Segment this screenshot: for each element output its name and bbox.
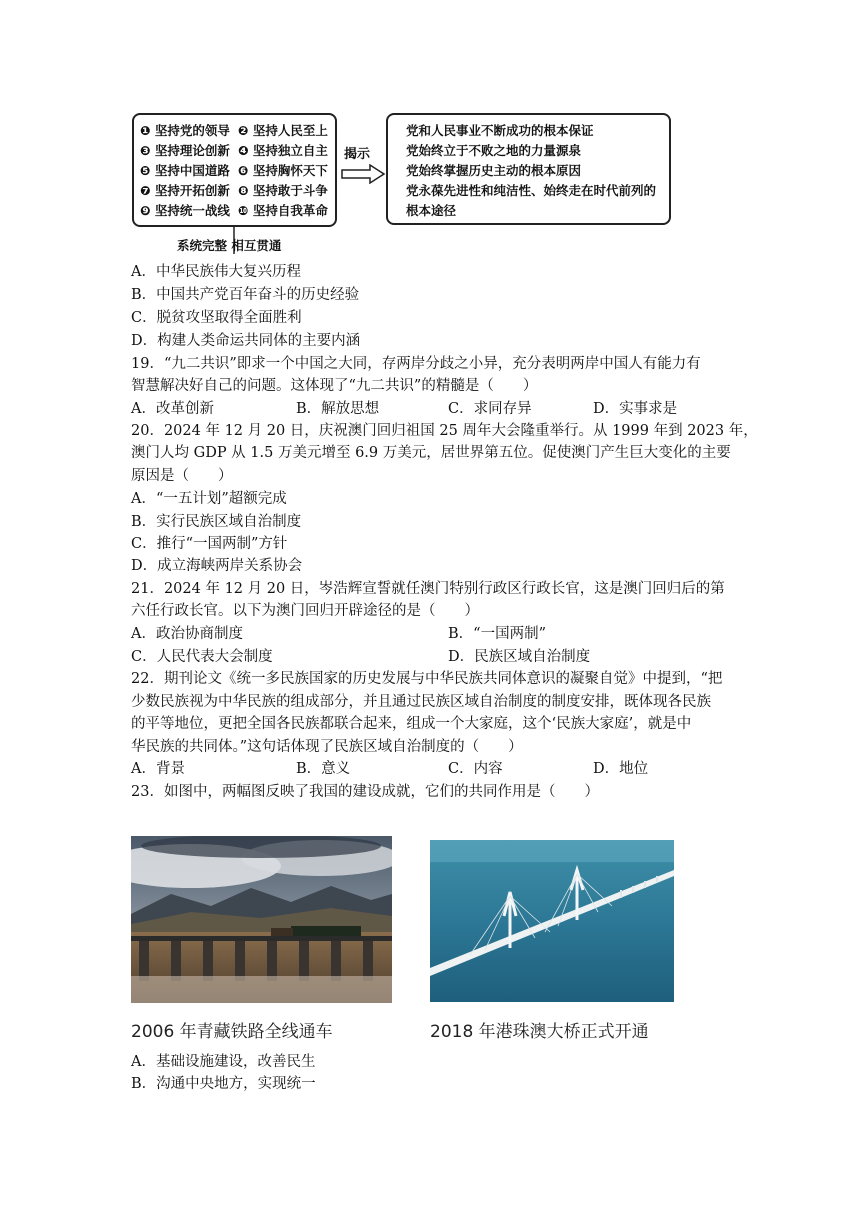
q22-option-d[interactable]: D．地位 <box>593 761 649 777</box>
q18-option-d[interactable]: D．构建人类命运共同体的主要内涵 <box>131 333 361 349</box>
q21-option-b[interactable]: B．“一国两制” <box>448 626 546 642</box>
q19-option-c[interactable]: C．求同存异 <box>448 401 532 417</box>
principle-9: ❾ 坚持统一战线 <box>140 203 230 218</box>
principle-3: ❸ 坚持理论创新 <box>140 143 230 158</box>
q22-option-b[interactable]: B．意义 <box>296 761 351 777</box>
principle-2: ❷ 坚持人民至上 <box>238 123 328 138</box>
q23-option-b[interactable]: B．沟通中央地方，实现统一 <box>131 1076 316 1092</box>
principle-7: ❼ 坚持开拓创新 <box>140 183 230 198</box>
bridge-caption: 2018 年港珠澳大桥正式开通 <box>430 1022 649 1042</box>
q20-stem-2: 澳门人均 GDP 从 1.5 万美元增至 6.9 万美元，居世界第五位。促使澳门产生巨大变化的主要 <box>131 445 731 461</box>
q22-stem-4: 华民族的共同体。”这句话体现了民族区域自治制度的（ ） <box>131 739 523 755</box>
bracket-label: 系统完整 相互贯通 <box>177 238 282 253</box>
q23-stem: 23．如图中，两幅图反映了我国的建设成就，它们的共同作用是（ ） <box>131 784 599 800</box>
q22-stem-2: 少数民族视为中华民族的组成部分，并且通过民族区域自治制度的制度安排，既体现各民族 <box>131 694 711 710</box>
qinghai-tibet-railway-photo <box>131 836 392 1003</box>
significance-box <box>386 113 671 225</box>
q20-option-b[interactable]: B．实行民族区域自治制度 <box>131 514 302 530</box>
significance-3: 党始终掌握历史主动的根本原因 <box>406 163 582 178</box>
q21-stem: 21．2024 年 12 月 20 日，岑浩辉宣誓就任澳门特别行政区行政长官，这是澳门回归后的第 <box>131 581 725 597</box>
q18-option-b[interactable]: B．中国共产党百年奋斗的历史经验 <box>131 287 360 303</box>
principle-1: ❶ 坚持党的领导 <box>140 123 230 138</box>
significance-1: 党和人民事业不断成功的根本保证 <box>406 123 594 138</box>
q18-option-a[interactable]: A．中华民族伟大复兴历程 <box>131 264 301 280</box>
significance-2: 党始终立于不败之地的力量源泉 <box>406 143 582 158</box>
principle-5: ❺ 坚持中国道路 <box>140 163 230 178</box>
q19-stem: 19．“九二共识”即求一个中国之大同，存两岸分歧之小异，充分表明两岸中国人有能力有 <box>131 356 701 372</box>
q19-option-b[interactable]: B．解放思想 <box>296 401 380 417</box>
principle-10: ❿ 坚持自我革命 <box>238 203 328 218</box>
significance-5: 根本途径 <box>406 203 457 218</box>
q22-stem-3: 的平等地位，更把全国各民族都联合起来，组成一个大家庭，这个‘民族大家庭’，就是中 <box>131 716 692 732</box>
q21-stem-2: 六任行政长官。以下为澳门回归开辟途径的是（ ） <box>131 603 479 619</box>
right-arrow-icon <box>340 164 386 184</box>
hzmb-bridge-photo <box>430 840 674 1002</box>
significance-4: 党永葆先进性和纯洁性、始终走在时代前列的 <box>406 183 657 198</box>
principles-box <box>132 113 337 227</box>
railway-caption: 2006 年青藏铁路全线通车 <box>131 1022 333 1042</box>
arrow-label: 揭示 <box>344 147 371 162</box>
q21-option-a[interactable]: A．政治协商制度 <box>131 626 243 642</box>
principle-4: ❹ 坚持独立自主 <box>238 143 328 158</box>
q21-option-d[interactable]: D．民族区域自治制度 <box>448 649 591 665</box>
q19-option-d[interactable]: D．实事求是 <box>593 401 678 417</box>
q23-option-a[interactable]: A．基础设施建设，改善民生 <box>131 1054 316 1070</box>
q20-stem: 20．2024 年 12 月 20 日，庆祝澳门回归祖国 25 周年大会隆重举行。从 1999 年到 2023 年， <box>131 423 758 439</box>
q21-option-c[interactable]: C．人民代表大会制度 <box>131 649 273 665</box>
q22-stem: 22．期刊论文《统一多民族国家的历史发展与中华民族共同体意识的凝聚自觉》中提到，“把 <box>131 671 723 687</box>
q20-stem-3: 原因是（ ） <box>131 468 233 484</box>
q20-option-a[interactable]: A．“一五计划”超额完成 <box>131 491 287 507</box>
q20-option-c[interactable]: C．推行“一国两制”方针 <box>131 536 288 552</box>
q19-option-a[interactable]: A．改革创新 <box>131 401 214 417</box>
q22-option-a[interactable]: A．背景 <box>131 761 185 777</box>
q19-stem-2: 智慧解决好自己的问题。这体现了“九二共识”的精髓是（ ） <box>131 378 538 394</box>
q18-option-c[interactable]: C．脱贫攻坚取得全面胜利 <box>131 310 302 326</box>
principle-6: ❻ 坚持胸怀天下 <box>238 163 328 178</box>
principle-8: ❽ 坚持敢于斗争 <box>238 183 328 198</box>
q22-option-c[interactable]: C．内容 <box>448 761 503 777</box>
q20-option-d[interactable]: D．成立海峡两岸关系协会 <box>131 558 303 574</box>
